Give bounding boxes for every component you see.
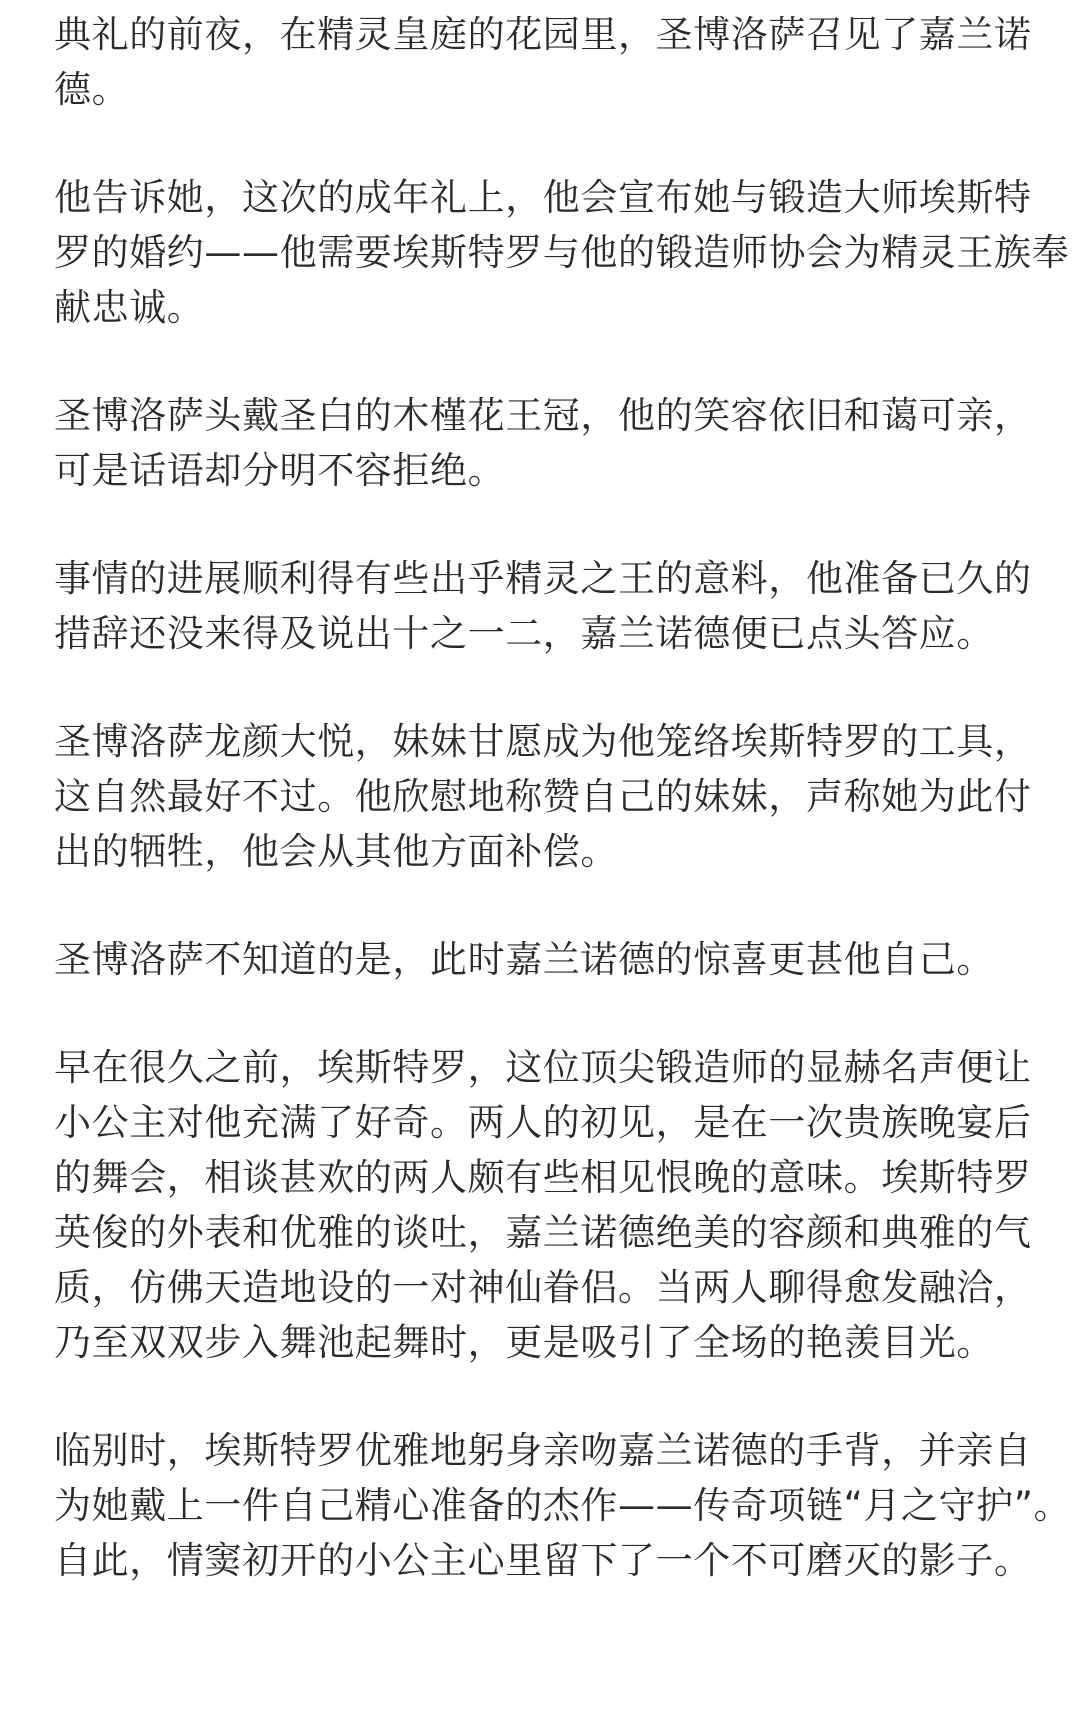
text-line: 他告诉她，这次的成年礼上，他会宣布她与锻造大师埃斯特 (54, 176, 1032, 219)
text-line: 这自然最好不过。他欣慰地称赞自己的妹妹，声称她为此付 (54, 775, 1032, 818)
text-line: 质，仿佛天造地设的一对神仙眷侣。当两人聊得愈发融洽， (54, 1266, 1032, 1309)
paragraph-1 (54, 7, 1034, 117)
paragraph-4 (54, 551, 1034, 661)
text-line: 临别时，埃斯特罗优雅地躬身亲吻嘉兰诺德的手背，并亲自 (54, 1429, 1032, 1472)
text-line: 英俊的外表和优雅的谈吐，嘉兰诺德绝美的容颜和典雅的气 (54, 1211, 1032, 1254)
text-line: 可是话语却分明不容拒绝。 (54, 449, 506, 492)
text-line: 乃至双双步入舞池起舞时，更是吸引了全场的艳羡目光。 (54, 1321, 994, 1364)
text-line: 措辞还没来得及说出十之一二，嘉兰诺德便已点头答应。 (54, 612, 994, 655)
text-line: 献忠诚。 (54, 286, 205, 329)
text-line: 德。 (54, 68, 130, 111)
paragraph-5 (54, 714, 1034, 879)
paragraph-6 (54, 932, 1034, 987)
text-line: 为她戴上一件自己精心准备的杰作——传奇项链“月之守护”。 (54, 1484, 1072, 1527)
text-line: 自此，情窦初开的小公主心里留下了一个不可磨灭的影子。 (54, 1539, 1032, 1582)
text-line: 的舞会，相谈甚欢的两人颇有些相见恨晚的意味。埃斯特罗 (54, 1156, 1032, 1199)
text-line: 早在很久之前，埃斯特罗，这位顶尖锻造师的显赫名声便让 (54, 1046, 1032, 1089)
text-line: 圣博洛萨不知道的是，此时嘉兰诺德的惊喜更甚他自己。 (54, 938, 994, 981)
paragraph-2 (54, 170, 1070, 335)
text-line: 事情的进展顺利得有些出乎精灵之王的意料，他准备已久的 (54, 557, 1032, 600)
text-line: 圣博洛萨头戴圣白的木槿花王冠，他的笑容依旧和蔼可亲， (54, 394, 1032, 437)
text-line: 圣博洛萨龙颜大悦，妹妹甘愿成为他笼络埃斯特罗的工具， (54, 720, 1032, 763)
paragraph-8 (54, 1423, 1072, 1588)
paragraph-3 (54, 388, 1034, 498)
text-line: 小公主对他充满了好奇。两人的初见，是在一次贵族晚宴后 (54, 1101, 1032, 1144)
text-line: 出的牺牲，他会从其他方面补偿。 (54, 830, 618, 873)
article-body (54, 7, 1072, 1641)
text-line: 罗的婚约——他需要埃斯特罗与他的锻造师协会为精灵王族奉 (54, 231, 1070, 274)
paragraph-7 (54, 1040, 1034, 1370)
text-line: 典礼的前夜，在精灵皇庭的花园里，圣博洛萨召见了嘉兰诺 (54, 13, 1032, 56)
